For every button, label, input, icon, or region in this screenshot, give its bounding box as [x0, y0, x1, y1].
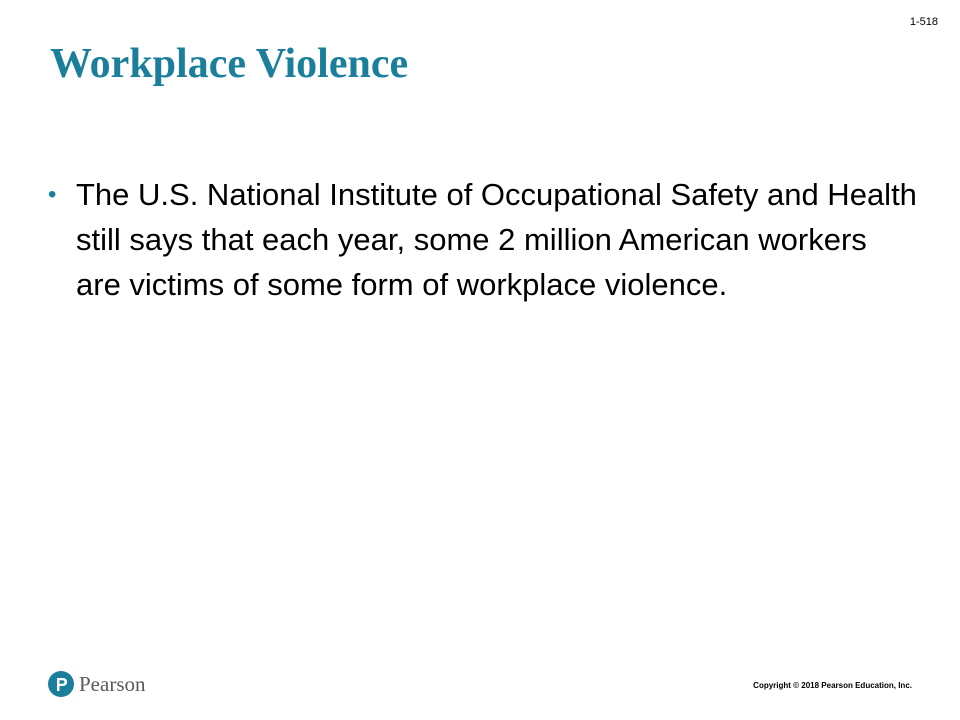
bullet-icon: •: [48, 181, 57, 208]
pearson-wordmark: Pearson: [79, 672, 146, 696]
slide-number: 1-518: [909, 16, 938, 28]
copyright-notice: Copyright © 2018 Pearson Education, Inc.: [753, 681, 912, 690]
pearson-logo: [48, 669, 146, 699]
bullet-text: The U.S. National Institute of Occupational Safety and Health still says that each year, some 2 million American workers are victims of some form of workplace violence.: [76, 177, 917, 302]
pearson-p-icon: [48, 671, 74, 697]
bullet-item: [48, 172, 918, 307]
bullet-list: [48, 172, 918, 307]
slide-title: Workplace Violence: [50, 41, 409, 87]
